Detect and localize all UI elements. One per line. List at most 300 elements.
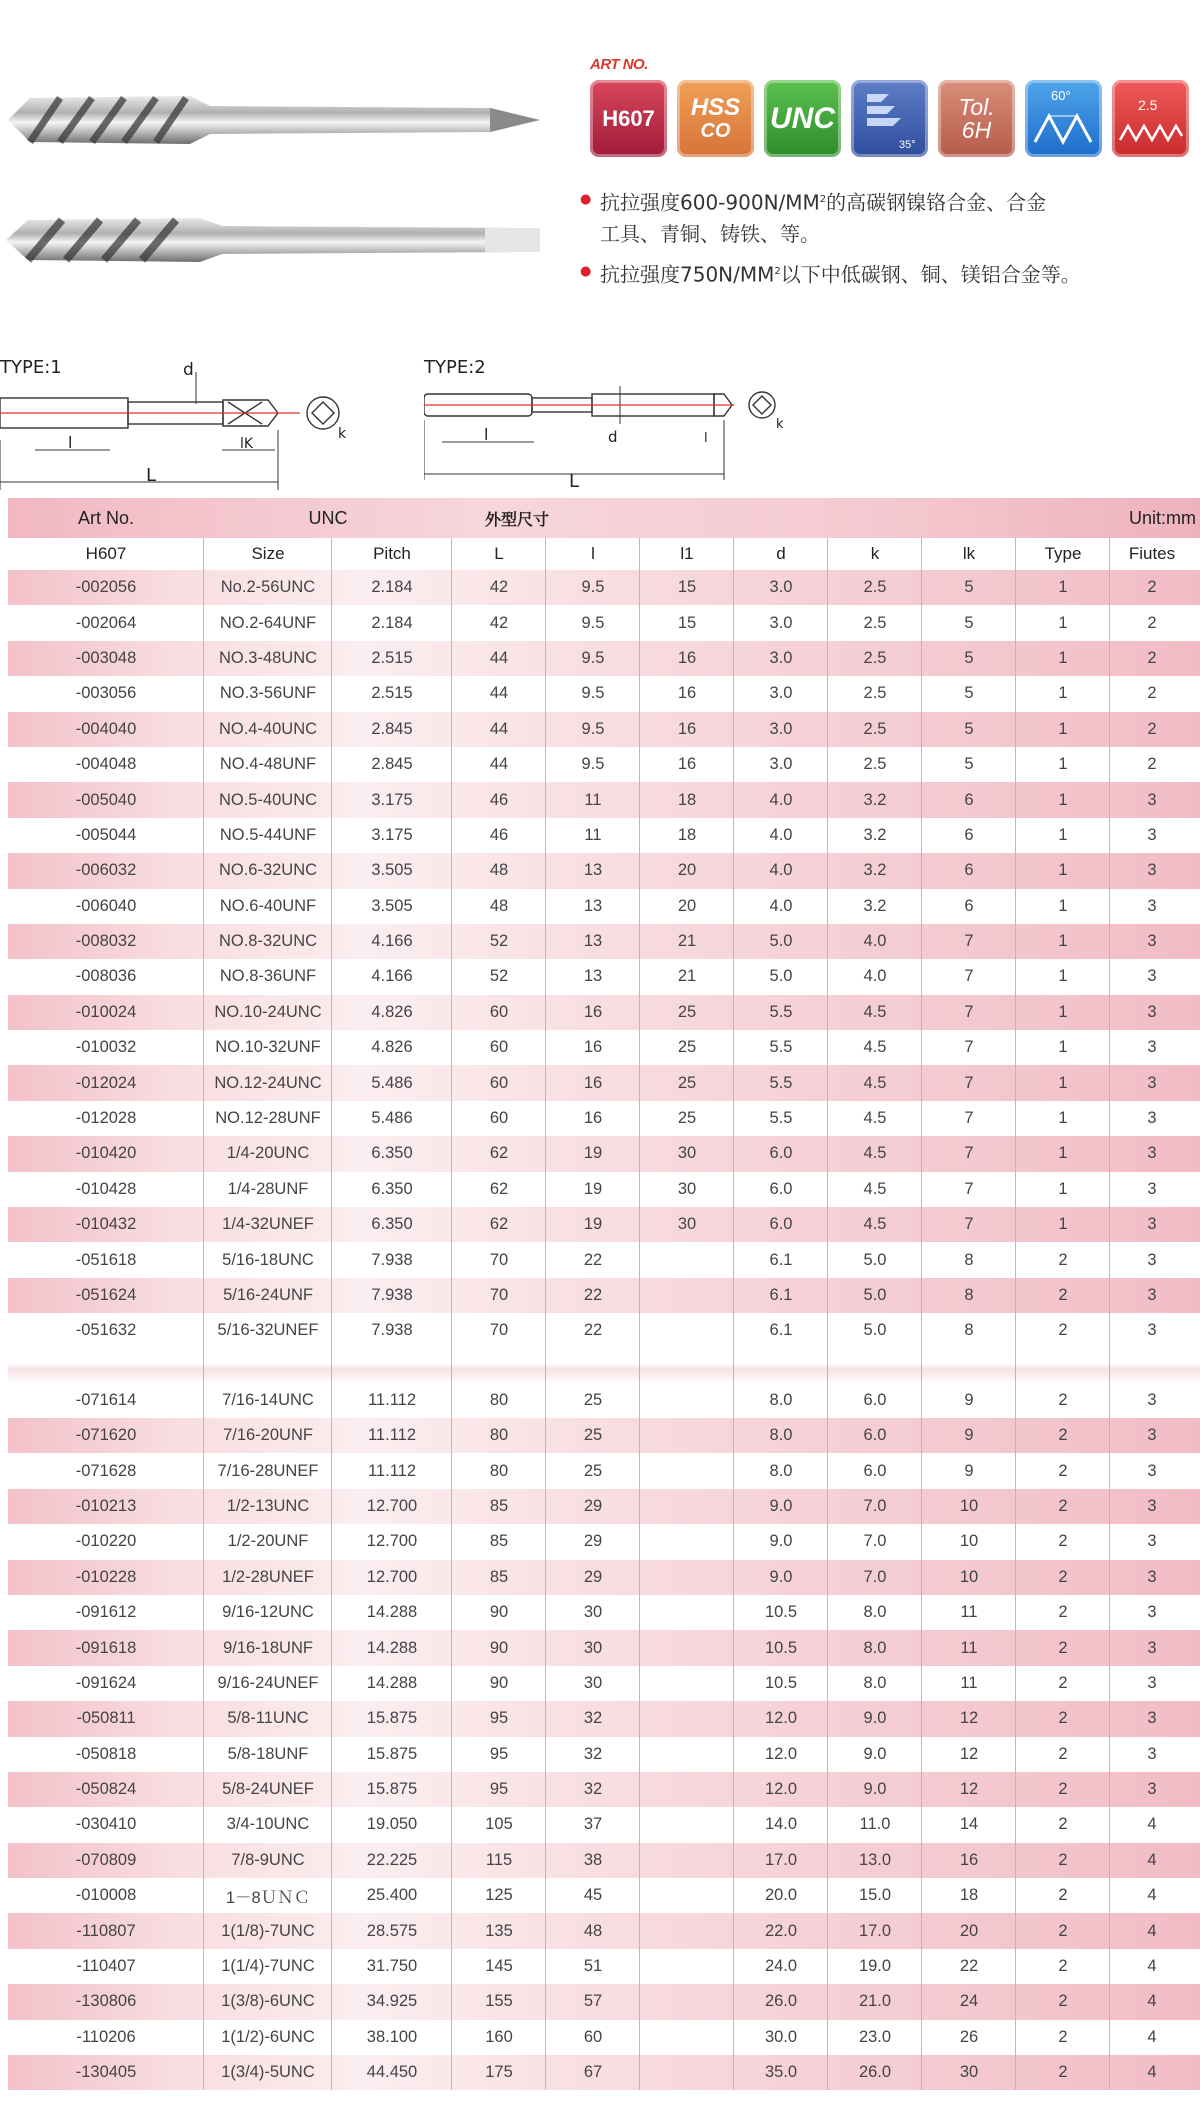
cell-pitch: 11.112 [367, 1390, 417, 1409]
cell-size: NO.8-36UNF [219, 967, 317, 986]
cell-lk: 7 [964, 1002, 974, 1021]
column-header-L: L [494, 544, 504, 563]
cell-flutes: 3 [1147, 1744, 1157, 1763]
cell-pitch: 12.700 [366, 1496, 418, 1515]
cell-pitch: 38.100 [366, 2027, 418, 2046]
cell-d: 5.5 [769, 1073, 793, 1092]
cell-k: 2.5 [863, 755, 887, 774]
dimensions-header: 外型尺寸 [484, 511, 549, 529]
svg-text:d: d [608, 428, 618, 446]
cell-k: 3.2 [863, 825, 887, 844]
cell-flutes: 4 [1147, 1850, 1157, 1869]
unc-badge: UNC [764, 80, 841, 157]
cell-lk: 9 [964, 1390, 974, 1409]
svg-text:l: l [68, 433, 73, 452]
cell-pitch: 12.700 [366, 1532, 418, 1551]
type-2-title: TYPE:2 [424, 357, 486, 378]
cell-L: 48 [489, 896, 509, 915]
cell-art-no: -110407 [76, 1957, 136, 1976]
cell-L: 125 [485, 1886, 513, 1905]
cell-l1: 16 [677, 755, 697, 774]
cell-type: 2 [1058, 1780, 1068, 1799]
cell-type: 2 [1058, 1496, 1068, 1515]
cell-lk: 11 [960, 1638, 978, 1657]
svg-text:35°: 35° [899, 139, 916, 151]
cell-flutes: 2 [1147, 684, 1157, 703]
cell-art-no: -091618 [75, 1638, 137, 1657]
cell-k: 23.0 [858, 2027, 892, 2046]
cell-d: 3.0 [769, 648, 793, 667]
cell-art-no: -004040 [75, 719, 137, 738]
table-row [8, 1278, 1200, 1313]
cell-L: 175 [485, 2063, 513, 2082]
cell-d: 22.0 [764, 1921, 798, 1940]
cell-lk: 7 [964, 1109, 974, 1128]
table-row [8, 1737, 1200, 1772]
column-divider [921, 538, 922, 2090]
cell-l: 9.5 [581, 613, 605, 632]
h607-badge: H607 [590, 80, 667, 157]
hss-co-badge: HSS CO [677, 80, 754, 157]
cell-pitch: 5.486 [371, 1109, 413, 1128]
cell-l: 13 [583, 932, 603, 951]
cell-size: NO.8-32UNC [218, 932, 318, 951]
cell-type: 1 [1058, 825, 1068, 844]
table-row [8, 1984, 1200, 2019]
cell-lk: 8 [964, 1286, 974, 1304]
cell-flutes: 3 [1147, 1673, 1157, 1692]
table-row [8, 1065, 1200, 1100]
table-row [8, 853, 1200, 888]
cell-k: 6.0 [863, 1461, 887, 1480]
cell-l: 48 [583, 1921, 603, 1940]
cell-L: 60 [489, 1038, 509, 1057]
cell-flutes: 3 [1147, 896, 1157, 915]
cell-flutes: 3 [1147, 1073, 1157, 1092]
svg-text:60°: 60° [1051, 88, 1071, 103]
table-row [8, 959, 1200, 994]
cell-k: 2.5 [863, 613, 887, 632]
cell-k: 4.5 [863, 1109, 887, 1128]
svg-text:d: d [183, 360, 194, 380]
cell-lk: 5 [964, 755, 974, 774]
cell-lk: 26 [959, 2027, 979, 2046]
cell-L: 145 [485, 1957, 513, 1976]
application-notes [580, 184, 1081, 290]
cell-size: 1(1/2)-6UNC [221, 2027, 315, 2046]
cell-lk: 5 [964, 613, 974, 632]
cell-L: 52 [489, 932, 509, 951]
cell-d: 24.0 [764, 1957, 798, 1976]
cell-size: 3/4-10UNC [226, 1815, 310, 1834]
cell-d: 20.0 [764, 1886, 798, 1905]
cell-L: 80 [489, 1390, 509, 1409]
table-row [8, 782, 1200, 817]
cell-l1: 16 [677, 719, 697, 738]
cell-l: 29 [583, 1496, 603, 1515]
cell-k: 7.0 [863, 1567, 887, 1586]
cell-art-no: -130405 [75, 2063, 137, 2082]
cell-art-no: -005044 [75, 825, 137, 844]
cell-size: 1/4-28UNF [227, 1179, 309, 1198]
cell-lk: 5 [964, 648, 974, 667]
cell-pitch: 2.515 [371, 684, 413, 703]
cell-size: 9/16-12UNC [222, 1603, 314, 1622]
table-row [8, 995, 1200, 1030]
thread-angle-icon [1025, 80, 1102, 157]
cell-pitch: 6.350 [371, 1144, 413, 1163]
cell-d: 12.0 [764, 1780, 798, 1799]
cell-l: 32 [583, 1780, 603, 1799]
cell-L: 46 [489, 825, 509, 844]
cell-pitch: 15.875 [366, 1780, 418, 1799]
cell-lk: 20 [959, 1921, 979, 1940]
cell-l: 25 [583, 1390, 603, 1409]
cell-k: 4.0 [863, 967, 887, 986]
cell-d: 5.5 [769, 1002, 793, 1021]
cell-k: 7.0 [863, 1496, 887, 1515]
cell-l: 9.5 [581, 755, 605, 774]
cell-art-no: -071620 [75, 1426, 137, 1445]
cell-k: 6.0 [863, 1390, 887, 1409]
column-header-k: k [870, 544, 880, 563]
column-divider [827, 538, 828, 2090]
cell-d: 8.0 [769, 1461, 793, 1480]
cell-lk: 11 [960, 1603, 978, 1622]
cell-L: 85 [489, 1532, 509, 1551]
cell-d: 6.0 [769, 1144, 793, 1163]
cell-lk: 7 [964, 1215, 974, 1234]
cell-d: 6.1 [769, 1321, 793, 1340]
cell-L: 60 [489, 1002, 509, 1021]
table-row [8, 641, 1200, 676]
cell-type: 2 [1058, 1921, 1068, 1940]
cell-d: 26.0 [764, 1992, 798, 2011]
cell-art-no: -050824 [75, 1780, 137, 1799]
table-column-headers [8, 538, 1200, 570]
cell-l: 9.5 [581, 684, 605, 703]
cell-d: 3.0 [769, 719, 793, 738]
cell-type: 1 [1058, 932, 1068, 951]
cell-pitch: 7.938 [371, 1286, 413, 1304]
cell-pitch: 3.505 [371, 896, 413, 915]
cell-type: 1 [1058, 1144, 1068, 1163]
cell-type: 1 [1058, 719, 1068, 738]
cell-L: 48 [489, 861, 509, 880]
column-divider [1015, 538, 1016, 2090]
column-divider [451, 538, 452, 2090]
cell-d: 8.0 [769, 1426, 793, 1445]
cell-d: 4.0 [769, 825, 793, 844]
cell-l: 29 [583, 1532, 603, 1551]
type-2-drawing [424, 380, 804, 494]
cell-lk: 7 [964, 932, 974, 951]
svg-text:k: k [776, 417, 784, 432]
cell-type: 1 [1058, 967, 1068, 986]
cell-L: 80 [489, 1426, 509, 1445]
cell-pitch: 3.175 [371, 825, 413, 844]
cell-d: 5.5 [769, 1038, 793, 1057]
cell-l1: 18 [677, 825, 697, 844]
tap-image-1 [0, 70, 560, 170]
cell-art-no: -006032 [75, 861, 137, 880]
cell-L: 80 [489, 1461, 509, 1480]
cell-art-no: -002056 [75, 578, 137, 597]
cell-k: 19.0 [858, 1957, 892, 1976]
cell-lk: 5 [964, 684, 974, 703]
cell-pitch: 6.350 [371, 1215, 413, 1234]
cell-type: 2 [1058, 2027, 1068, 2046]
cell-pitch: 12.700 [366, 1567, 418, 1586]
cell-lk: 6 [964, 896, 974, 915]
cell-size: 1/2-28UNEF [222, 1567, 314, 1586]
cell-size: 9/16-24UNEF [217, 1673, 319, 1692]
cell-size: NO.5-44UNF [219, 825, 317, 844]
table-body-part-1 [8, 570, 1200, 1349]
cell-pitch: 3.505 [371, 861, 413, 880]
cell-l: 29 [583, 1567, 603, 1586]
cell-type: 1 [1058, 896, 1068, 915]
table-header-group [8, 498, 1200, 538]
cell-art-no: -010008 [75, 1886, 137, 1905]
spec-table [8, 498, 1200, 2090]
spec-badges [590, 80, 1189, 157]
cell-pitch: 7.938 [371, 1321, 413, 1340]
cell-art-no: -010213 [75, 1496, 137, 1515]
cell-size: NO.12-28UNF [215, 1109, 321, 1128]
cell-flutes: 3 [1147, 1321, 1157, 1340]
cell-pitch: 19.050 [366, 1815, 418, 1834]
cell-art-no: -010432 [75, 1215, 137, 1234]
table-row [8, 2020, 1200, 2055]
art-no-label: ART NO. [590, 56, 648, 73]
cell-flutes: 4 [1147, 2063, 1157, 2082]
cell-lk: 9 [964, 1461, 974, 1480]
cell-size: 1/4-32UNEF [222, 1215, 314, 1234]
column-divider [733, 538, 734, 2090]
cell-l1: 25 [677, 1038, 697, 1057]
cell-l1: 21 [677, 967, 697, 986]
svg-text:L: L [146, 465, 157, 486]
table-row [8, 1630, 1200, 1665]
cell-l: 22 [583, 1286, 603, 1304]
cell-pitch: 6.350 [371, 1179, 413, 1198]
cell-d: 10.5 [764, 1603, 798, 1622]
cell-d: 14.0 [764, 1815, 798, 1834]
cell-type: 1 [1058, 1073, 1068, 1092]
cell-k: 4.5 [863, 1144, 887, 1163]
cell-pitch: 14.288 [366, 1603, 418, 1622]
cell-l1: 16 [677, 648, 697, 667]
cell-art-no: -003048 [75, 648, 137, 667]
cell-d: 6.0 [769, 1179, 793, 1198]
cell-d: 6.1 [769, 1286, 793, 1304]
cell-l: 30 [583, 1673, 603, 1692]
cell-size: 1/2-13UNC [226, 1496, 310, 1515]
cell-k: 2.5 [863, 648, 887, 667]
cell-art-no: -012024 [75, 1073, 137, 1092]
unit-header: Unit:mm [1129, 507, 1196, 528]
column-divider [203, 538, 204, 2090]
cell-l: 30 [583, 1638, 603, 1657]
pitch-icon [1112, 80, 1189, 157]
cell-flutes: 3 [1147, 967, 1157, 986]
cell-art-no: -071614 [75, 1390, 137, 1409]
cell-flutes: 3 [1147, 1390, 1157, 1409]
cell-art-no: -070809 [75, 1850, 137, 1869]
cell-art-no: -091624 [75, 1673, 137, 1692]
svg-text:L: L [569, 471, 580, 490]
cell-k: 4.5 [863, 1073, 887, 1092]
cell-type: 2 [1058, 1957, 1068, 1976]
cell-art-no: -050811 [76, 1709, 136, 1728]
cell-pitch: 44.450 [366, 2063, 418, 2082]
cell-d: 12.0 [764, 1744, 798, 1763]
column-header-l1: l1 [680, 544, 694, 563]
cell-d: 30.0 [764, 2027, 798, 2046]
cell-lk: 10 [959, 1567, 979, 1586]
cell-k: 11.0 [859, 1815, 891, 1834]
cell-flutes: 2 [1147, 578, 1157, 597]
column-header-pitch: Pitch [373, 544, 411, 563]
cell-type: 1 [1058, 648, 1068, 667]
cell-d: 6.1 [769, 1250, 793, 1269]
cell-flutes: 3 [1147, 1567, 1157, 1586]
table-row [8, 1172, 1200, 1207]
cell-size: 7/16-20UNF [223, 1426, 313, 1445]
cell-L: 95 [489, 1780, 509, 1799]
cell-k: 8.0 [863, 1603, 887, 1622]
cell-size: 1－8ＵＮＣ [225, 1888, 311, 1907]
cell-lk: 12 [959, 1780, 979, 1799]
cell-L: 90 [489, 1638, 509, 1657]
table-row [8, 924, 1200, 959]
cell-size: NO.6-40UNF [219, 896, 317, 915]
cell-k: 15.0 [858, 1886, 892, 1905]
cell-flutes: 4 [1147, 2027, 1157, 2046]
cell-l: 16 [583, 1073, 603, 1092]
cell-flutes: 3 [1147, 932, 1157, 951]
cell-l: 19 [583, 1215, 603, 1234]
column-header-flutes: Fiutes [1128, 544, 1176, 563]
cell-k: 6.0 [863, 1426, 887, 1445]
cell-k: 2.5 [863, 578, 887, 597]
cell-flutes: 2 [1147, 613, 1157, 632]
cell-lk: 12 [959, 1744, 979, 1763]
table-break [8, 1349, 1200, 1383]
column-divider [639, 538, 640, 2090]
cell-l1: 25 [677, 1002, 697, 1021]
cell-art-no: -005040 [75, 790, 137, 809]
cell-type: 1 [1058, 1179, 1068, 1198]
cell-lk: 11 [960, 1673, 978, 1692]
cell-L: 115 [485, 1850, 513, 1869]
cell-L: 90 [489, 1603, 509, 1622]
cell-size: NO.4-48UNF [219, 755, 317, 774]
cell-l: 19 [583, 1144, 603, 1163]
svg-text:lK: lK [240, 436, 254, 452]
art-no-header: Art No. [77, 507, 134, 528]
table-row [8, 1666, 1200, 1701]
table-row [8, 1913, 1200, 1948]
table-row [8, 1701, 1200, 1736]
cell-art-no: -030410 [75, 1815, 137, 1834]
cell-lk: 8 [964, 1250, 974, 1269]
cell-flutes: 3 [1147, 1709, 1157, 1728]
cell-art-no: -002064 [75, 613, 137, 632]
cell-art-no: -051632 [75, 1321, 137, 1340]
cell-l: 32 [583, 1709, 603, 1728]
cell-k: 5.0 [863, 1250, 887, 1269]
cell-pitch: 2.184 [371, 578, 413, 597]
cell-flutes: 3 [1147, 1496, 1157, 1515]
cell-L: 155 [485, 1992, 513, 2011]
cell-flutes: 4 [1147, 1886, 1157, 1905]
cell-flutes: 2 [1147, 648, 1157, 667]
cell-l1: 21 [677, 932, 697, 951]
cell-d: 9.0 [769, 1496, 793, 1515]
cell-d: 35.0 [764, 2063, 798, 2082]
cell-d: 10.5 [764, 1638, 798, 1657]
table-row [8, 1207, 1200, 1242]
cell-flutes: 3 [1147, 1638, 1157, 1657]
cell-L: 62 [489, 1215, 509, 1234]
table-body-part-2 [8, 1383, 1200, 2091]
cell-lk: 7 [964, 1144, 974, 1163]
cell-type: 1 [1058, 613, 1068, 632]
cell-pitch: 4.826 [371, 1002, 413, 1021]
cell-type: 2 [1058, 2063, 1068, 2082]
cell-flutes: 3 [1147, 1250, 1157, 1269]
cell-flutes: 3 [1147, 1426, 1157, 1445]
cell-size: NO.10-24UNC [214, 1002, 322, 1021]
table-row [8, 1313, 1200, 1348]
cell-L: 62 [489, 1179, 509, 1198]
type-1-title: TYPE:1 [0, 357, 62, 378]
cell-pitch: 2.515 [371, 648, 413, 667]
cell-lk: 10 [959, 1532, 979, 1551]
cell-l: 22 [583, 1321, 603, 1340]
cell-d: 4.0 [769, 790, 793, 809]
cell-L: 70 [489, 1286, 509, 1304]
cell-type: 2 [1058, 1567, 1068, 1586]
cell-pitch: 15.875 [366, 1709, 418, 1728]
cell-k: 4.5 [863, 1179, 887, 1198]
cell-L: 90 [489, 1673, 509, 1692]
table-row [8, 1418, 1200, 1453]
cell-size: NO.4-40UNC [218, 719, 318, 738]
unc-header: UNC [308, 507, 348, 528]
column-divider [545, 538, 546, 2090]
cell-k: 3.2 [863, 896, 887, 915]
cell-type: 2 [1058, 1744, 1068, 1763]
column-header-d: d [776, 544, 786, 563]
cell-k: 7.0 [863, 1532, 887, 1551]
spiral-flute-icon [851, 80, 928, 157]
cell-flutes: 3 [1147, 1038, 1157, 1057]
cell-pitch: 14.288 [366, 1638, 418, 1657]
cell-L: 95 [489, 1709, 509, 1728]
cell-art-no: -010024 [75, 1002, 137, 1021]
cell-l: 19 [583, 1179, 603, 1198]
cell-l: 30 [583, 1603, 603, 1622]
cell-lk: 14 [959, 1815, 979, 1834]
table-row [8, 818, 1200, 853]
cell-l: 38 [583, 1850, 603, 1869]
cell-art-no: -051624 [75, 1286, 137, 1304]
cell-l: 9.5 [581, 719, 605, 738]
cell-pitch: 11.112 [367, 1461, 417, 1480]
